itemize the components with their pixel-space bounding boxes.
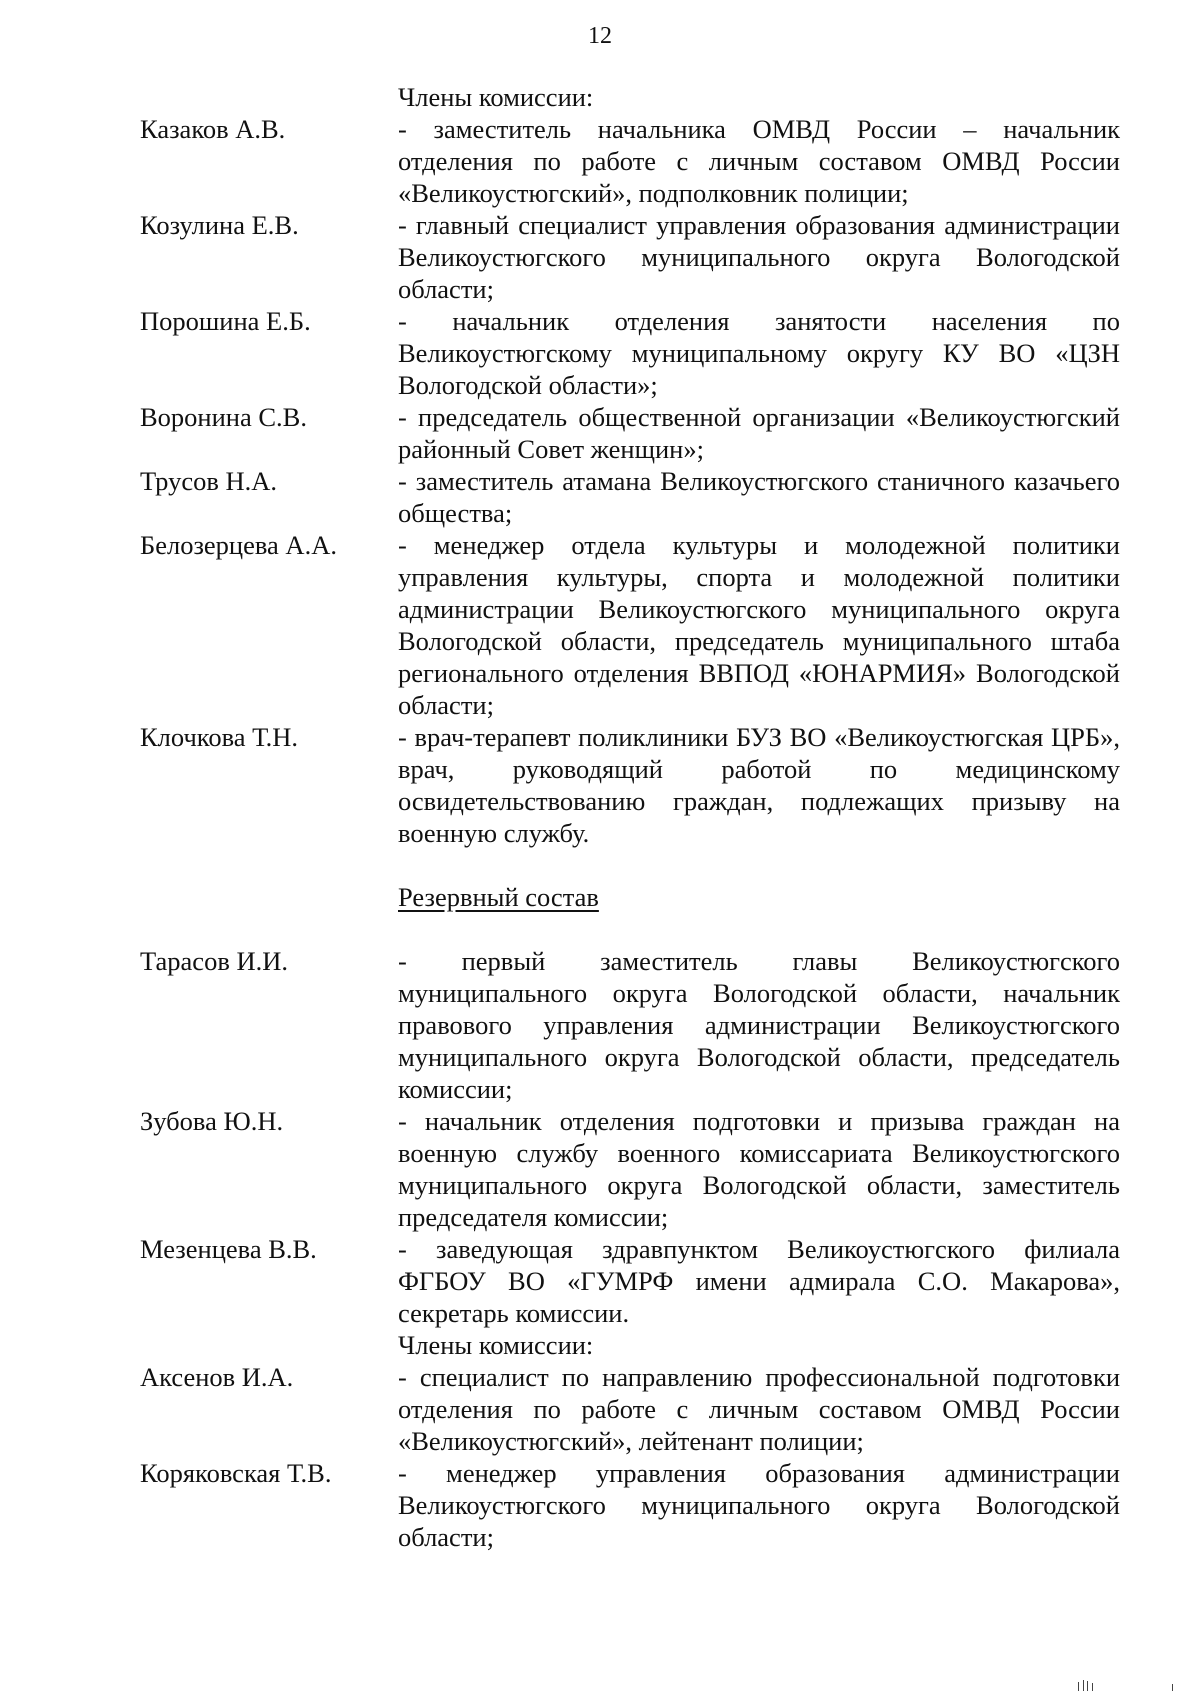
reserve-heading: Резервный состав [398,882,599,912]
leader-role: - заведующая здравпунктом Великоустюгского филиала ФГБОУ ВО «ГУМРФ имени адмирала С.О. Макарова», секретарь комиссии. [398,1234,1120,1328]
leader-role: - начальник отделения подготовки и призыва граждан на военную службу военного комиссариата Великоустюгского муниципального округа Вологодской области, заместитель председателя комиссии; [398,1106,1120,1232]
member-role: - врач-терапевт поликлиники БУЗ ВО «Великоустюгская ЦРБ», врач, руководящий работой по медицинскому освидетельствованию граждан, подлежащих призыву на военную службу. [398,722,1120,848]
member-role: - менеджер отдела культуры и молодежной политики управления культуры, спорта и молодежной политики администрации Великоустюгского муниципального округа Вологодской области, председатель муниципального штаба регионального отделения ВВПОД «ЮНАРМИЯ» Вологодской области; [398,530,1120,720]
member-row [140,401,1120,465]
leader-row [140,945,1120,1105]
member-row [140,305,1120,401]
member-name: Белозерцева А.А. [140,530,337,560]
member-name: Аксенов И.А. [140,1362,294,1392]
member-name: Козулина Е.В. [140,210,299,240]
leader-role: - первый заместитель главы Великоустюгского муниципального округа Вологодской области, начальник правового управления администрации Великоустюгского муниципального округа Вологодской области, председатель комиссии; [398,946,1120,1104]
document-body [140,81,1120,1553]
reserve-members-heading: Члены комиссии: [398,1330,594,1360]
member-role: - заместитель начальника ОМВД России – начальник отделения по работе с личным составом ОМВД России «Великоустюгский», подполковник полиции; [398,114,1120,208]
member-name: Коряковская Т.В. [140,1458,332,1488]
page-number: 12 [588,23,612,49]
member-name: Воронина С.В. [140,402,307,432]
leader-name: Тарасов И.И. [140,946,288,976]
leader-row [140,1233,1120,1329]
leader-name: Зубова Ю.Н. [140,1106,284,1136]
member-name: Трусов Н.А. [140,466,278,496]
member-name: Порошина Е.Б. [140,306,311,336]
member-role: - заместитель атамана Великоустюгского станичного казачьего общества; [398,466,1120,528]
reserve-heading-row [140,881,1120,913]
member-name: Казаков А.В. [140,114,286,144]
members-heading: Члены комиссии: [398,82,594,112]
scan-artifact [1078,1682,1079,1691]
scan-artifact [1172,1684,1173,1691]
member-role: - менеджер управления образования администрации Великоустюгского муниципального округа Вологодской области; [398,1458,1120,1552]
member-row [140,209,1120,305]
member-row [140,529,1120,721]
leader-name: Мезенцева В.В. [140,1234,317,1264]
member-row [140,1361,1120,1457]
member-name: Клочкова Т.Н. [140,722,299,752]
reserve-members-heading-row [140,1329,1120,1361]
member-row [140,113,1120,209]
scan-artifact [1092,1683,1093,1691]
leader-row [140,1105,1120,1233]
scan-artifact [1087,1681,1088,1691]
member-row [140,721,1120,849]
member-role: - главный специалист управления образования администрации Великоустюгского муниципального округа Вологодской области; [398,210,1120,304]
members-heading-row [140,81,1120,113]
member-role: - председатель общественной организации «Великоустюгский районный Совет женщин»; [398,402,1120,464]
member-row [140,465,1120,529]
scan-artifact [1083,1680,1084,1691]
member-row [140,1457,1120,1553]
member-role: - начальник отделения занятости населения по Великоустюгскому муниципальному округу КУ ВО «ЦЗН Вологодской области»; [398,306,1120,400]
member-role: - специалист по направлению профессиональной подготовки отделения по работе с личным составом ОМВД России «Великоустюгский», лейтенант полиции; [398,1362,1120,1456]
